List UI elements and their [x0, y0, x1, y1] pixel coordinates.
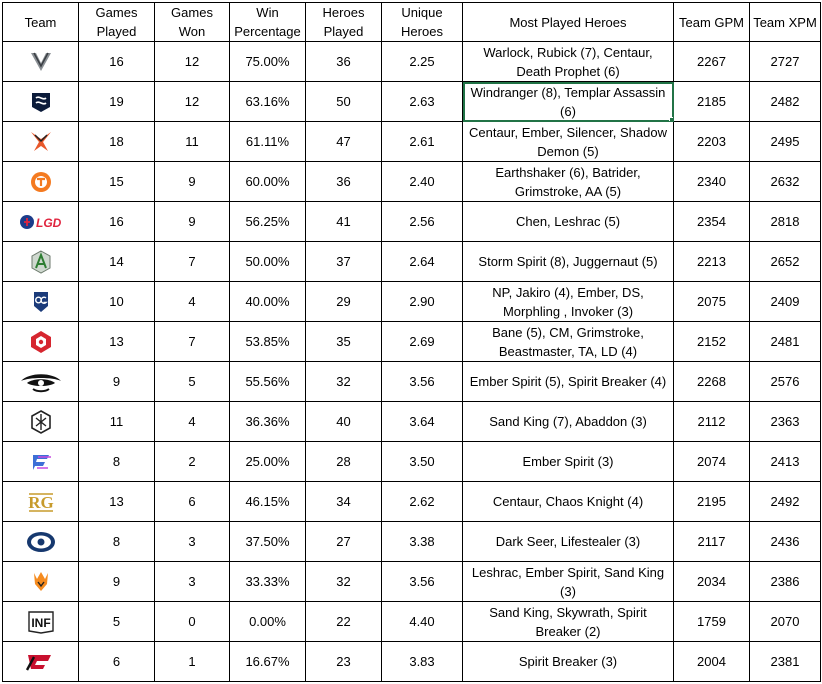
heroes-played-cell[interactable]: 32: [306, 562, 382, 602]
games-won-cell[interactable]: 1: [155, 642, 230, 682]
team-gpm-cell[interactable]: 2075: [674, 282, 750, 322]
team-xpm-cell[interactable]: 2632: [750, 162, 821, 202]
team-logo-cell[interactable]: [3, 322, 79, 362]
team-gpm-cell[interactable]: 2267: [674, 42, 750, 82]
unique-heroes-cell[interactable]: 3.56: [382, 362, 463, 402]
team-logo-cell[interactable]: [3, 442, 79, 482]
games-won-cell[interactable]: 12: [155, 42, 230, 82]
unique-heroes-cell[interactable]: 4.40: [382, 602, 463, 642]
games-played-cell[interactable]: 15: [79, 162, 155, 202]
unique-heroes-cell[interactable]: 3.50: [382, 442, 463, 482]
evil-geniuses-icon: [25, 529, 57, 555]
win-percentage-cell[interactable]: 0.00%: [230, 602, 306, 642]
og-icon: [28, 289, 54, 315]
unique-heroes-cell[interactable]: 3.83: [382, 642, 463, 682]
team-logo-cell[interactable]: [3, 482, 79, 522]
most-played-heroes-cell[interactable]: Leshrac, Ember Spirit, Sand King (3): [463, 562, 674, 602]
unique-heroes-cell[interactable]: 3.38: [382, 522, 463, 562]
header-xpm[interactable]: Team XPM: [750, 3, 821, 42]
team-xpm-cell[interactable]: 2818: [750, 202, 821, 242]
header-gpm[interactable]: Team GPM: [674, 3, 750, 42]
games-played-cell[interactable]: 16: [79, 202, 155, 242]
games-won-cell[interactable]: 5: [155, 362, 230, 402]
table-row: [3, 402, 821, 442]
fnatic-icon: [28, 569, 54, 595]
table-row: [3, 202, 821, 242]
unique-heroes-cell[interactable]: 2.64: [382, 242, 463, 282]
team-gpm-cell[interactable]: 2203: [674, 122, 750, 162]
most-played-heroes-cell[interactable]: Spirit Breaker (3): [463, 642, 674, 682]
heroes-played-cell[interactable]: 32: [306, 362, 382, 402]
win-percentage-cell[interactable]: 60.00%: [230, 162, 306, 202]
win-percentage-cell[interactable]: 56.25%: [230, 202, 306, 242]
win-percentage-cell[interactable]: 46.15%: [230, 482, 306, 522]
pain-gaming-icon: [25, 649, 57, 675]
team-xpm-cell[interactable]: 2409: [750, 282, 821, 322]
team-xpm-cell[interactable]: 2727: [750, 42, 821, 82]
unique-heroes-cell[interactable]: 2.25: [382, 42, 463, 82]
heroes-played-cell[interactable]: 37: [306, 242, 382, 282]
unique-heroes-cell[interactable]: 3.64: [382, 402, 463, 442]
header-row: [3, 3, 821, 42]
stats-table: [2, 2, 821, 682]
table-row: [3, 442, 821, 482]
win-percentage-cell[interactable]: 75.00%: [230, 42, 306, 82]
games-played-cell[interactable]: 8: [79, 522, 155, 562]
games-played-cell[interactable]: 5: [79, 602, 155, 642]
games-won-cell[interactable]: 4: [155, 282, 230, 322]
games-won-cell[interactable]: 6: [155, 482, 230, 522]
heroes-played-cell[interactable]: 27: [306, 522, 382, 562]
team-gpm-cell[interactable]: 2268: [674, 362, 750, 402]
table-row: [3, 482, 821, 522]
team-gpm-cell[interactable]: 2195: [674, 482, 750, 522]
team-gpm-cell[interactable]: 2117: [674, 522, 750, 562]
table-row: [3, 282, 821, 322]
win-percentage-cell[interactable]: 50.00%: [230, 242, 306, 282]
team-xpm-cell[interactable]: 2381: [750, 642, 821, 682]
win-percentage-cell[interactable]: 55.56%: [230, 362, 306, 402]
most-played-heroes-cell[interactable]: Warlock, Rubick (7), Centaur, Death Prophet (6): [463, 42, 674, 82]
heroes-played-cell[interactable]: 34: [306, 482, 382, 522]
games-played-cell[interactable]: 10: [79, 282, 155, 322]
games-played-cell[interactable]: 18: [79, 122, 155, 162]
win-percentage-cell[interactable]: 53.85%: [230, 322, 306, 362]
team-logo-cell[interactable]: [3, 162, 79, 202]
ninjas-in-pyjamas-icon: [28, 409, 54, 435]
tnc-icon: [28, 169, 54, 195]
heroes-played-cell[interactable]: 41: [306, 202, 382, 242]
team-xpm-cell[interactable]: 2481: [750, 322, 821, 362]
games-won-cell[interactable]: 4: [155, 402, 230, 442]
games-played-cell[interactable]: 13: [79, 482, 155, 522]
table-row: [3, 322, 821, 362]
most-played-heroes-cell[interactable]: Ember Spirit (3): [463, 442, 674, 482]
most-played-heroes-cell[interactable]: Earthshaker (6), Batrider, Grimstroke, AA (5): [463, 162, 674, 202]
header-most-played[interactable]: Most Played Heroes: [463, 3, 674, 42]
team-logo-cell[interactable]: [3, 402, 79, 442]
table-row: [3, 82, 821, 122]
team-logo-cell[interactable]: [3, 522, 79, 562]
games-played-cell[interactable]: 11: [79, 402, 155, 442]
team-xpm-cell[interactable]: 2436: [750, 522, 821, 562]
table-row: [3, 162, 821, 202]
games-won-cell[interactable]: 7: [155, 242, 230, 282]
win-percentage-cell[interactable]: 33.33%: [230, 562, 306, 602]
team-logo-cell[interactable]: [3, 122, 79, 162]
unique-heroes-cell[interactable]: 2.62: [382, 482, 463, 522]
table-row: [3, 242, 821, 282]
team-xpm-cell[interactable]: 2386: [750, 562, 821, 602]
infamous-icon: [25, 609, 57, 635]
games-won-cell[interactable]: 7: [155, 322, 230, 362]
table-row: [3, 122, 821, 162]
win-percentage-cell[interactable]: 37.50%: [230, 522, 306, 562]
team-xpm-cell[interactable]: 2363: [750, 402, 821, 442]
team-gpm-cell[interactable]: 2354: [674, 202, 750, 242]
team-logo-cell[interactable]: [3, 562, 79, 602]
heroes-played-cell[interactable]: 22: [306, 602, 382, 642]
heroes-played-cell[interactable]: 36: [306, 42, 382, 82]
team-logo-cell[interactable]: [3, 602, 79, 642]
unique-heroes-cell[interactable]: 2.61: [382, 122, 463, 162]
team-gpm-cell[interactable]: 2074: [674, 442, 750, 482]
header-games-played[interactable]: Games Played: [79, 3, 155, 42]
team-xpm-cell[interactable]: 2495: [750, 122, 821, 162]
table-row: [3, 642, 821, 682]
win-percentage-cell[interactable]: 40.00%: [230, 282, 306, 322]
games-played-cell[interactable]: 16: [79, 42, 155, 82]
games-won-cell[interactable]: 9: [155, 162, 230, 202]
games-played-cell[interactable]: 6: [79, 642, 155, 682]
team-logo-cell[interactable]: [3, 642, 79, 682]
psg-lgd-icon: [19, 209, 63, 235]
table-row: [3, 362, 821, 402]
heroes-played-cell[interactable]: 36: [306, 162, 382, 202]
most-played-heroes-cell[interactable]: Storm Spirit (8), Juggernaut (5): [463, 242, 674, 282]
games-played-cell[interactable]: 8: [79, 442, 155, 482]
team-gpm-cell[interactable]: 2004: [674, 642, 750, 682]
most-played-heroes-cell[interactable]: Centaur, Chaos Knight (4): [463, 482, 674, 522]
games-played-cell[interactable]: 9: [79, 362, 155, 402]
team-gpm-cell[interactable]: 2152: [674, 322, 750, 362]
team-logo-cell[interactable]: [3, 242, 79, 282]
virtus-pro-icon: [28, 49, 54, 75]
team-gpm-cell[interactable]: 2034: [674, 562, 750, 602]
team-xpm-cell[interactable]: 2070: [750, 602, 821, 642]
most-played-heroes-cell[interactable]: Dark Seer, Lifestealer (3): [463, 522, 674, 562]
games-won-cell[interactable]: 0: [155, 602, 230, 642]
forward-gaming-icon: [28, 449, 54, 475]
heroes-played-cell[interactable]: 35: [306, 322, 382, 362]
unique-heroes-cell[interactable]: 3.56: [382, 562, 463, 602]
header-games-won[interactable]: Games Won: [155, 3, 230, 42]
header-team[interactable]: Team: [3, 3, 79, 42]
games-won-cell[interactable]: 3: [155, 522, 230, 562]
games-played-cell[interactable]: 19: [79, 82, 155, 122]
header-win-percentage[interactable]: Win Percentage: [230, 3, 306, 42]
most-played-heroes-cell[interactable]: Chen, Leshrac (5): [463, 202, 674, 242]
win-percentage-cell[interactable]: 36.36%: [230, 402, 306, 442]
team-logo-cell[interactable]: [3, 82, 79, 122]
games-won-cell[interactable]: 3: [155, 562, 230, 602]
unique-heroes-cell[interactable]: 2.56: [382, 202, 463, 242]
most-played-heroes-cell[interactable]: Bane (5), CM, Grimstroke, Beastmaster, TA, LD (4): [463, 322, 674, 362]
games-won-cell[interactable]: 9: [155, 202, 230, 242]
team-logo-cell[interactable]: [3, 362, 79, 402]
table-row: [3, 602, 821, 642]
team-gpm-cell[interactable]: 2213: [674, 242, 750, 282]
team-gpm-cell[interactable]: 2112: [674, 402, 750, 442]
unique-heroes-cell[interactable]: 2.40: [382, 162, 463, 202]
header-unique-heroes[interactable]: Unique Heroes: [382, 3, 463, 42]
rng-icon: [25, 489, 57, 515]
table-row: [3, 522, 821, 562]
gambit-icon: [28, 329, 54, 355]
games-won-cell[interactable]: 11: [155, 122, 230, 162]
win-percentage-cell[interactable]: 61.11%: [230, 122, 306, 162]
win-percentage-cell[interactable]: 16.67%: [230, 642, 306, 682]
most-played-heroes-cell[interactable]: Sand King, Skywrath, Spirit Breaker (2): [463, 602, 674, 642]
unique-heroes-cell[interactable]: 2.63: [382, 82, 463, 122]
heroes-played-cell[interactable]: 23: [306, 642, 382, 682]
heroes-played-cell[interactable]: 47: [306, 122, 382, 162]
alliance-icon: [28, 249, 54, 275]
most-played-heroes-cell[interactable]: Sand King (7), Abaddon (3): [463, 402, 674, 442]
most-played-heroes-cell[interactable]: Windranger (8), Templar Assassin (6): [463, 82, 674, 122]
unique-heroes-cell[interactable]: 2.90: [382, 282, 463, 322]
team-secret-icon: [19, 369, 63, 395]
team-gpm-cell[interactable]: 2340: [674, 162, 750, 202]
table-row: [3, 562, 821, 602]
games-played-cell[interactable]: 9: [79, 562, 155, 602]
team-gpm-cell[interactable]: 1759: [674, 602, 750, 642]
team-xpm-cell[interactable]: 2492: [750, 482, 821, 522]
games-played-cell[interactable]: 13: [79, 322, 155, 362]
team-logo-cell[interactable]: [3, 42, 79, 82]
win-percentage-cell[interactable]: 63.16%: [230, 82, 306, 122]
most-played-heroes-cell[interactable]: NP, Jakiro (4), Ember, DS, Morphling , Invoker (3): [463, 282, 674, 322]
most-played-heroes-cell[interactable]: Centaur, Ember, Silencer, Shadow Demon (5): [463, 122, 674, 162]
virtus-pro-bear-icon: [28, 129, 54, 155]
team-xpm-cell[interactable]: 2482: [750, 82, 821, 122]
team-xpm-cell[interactable]: 2652: [750, 242, 821, 282]
team-xpm-cell[interactable]: 2576: [750, 362, 821, 402]
heroes-played-cell[interactable]: 50: [306, 82, 382, 122]
team-gpm-cell[interactable]: 2185: [674, 82, 750, 122]
team-logo-cell[interactable]: [3, 282, 79, 322]
win-percentage-cell[interactable]: 25.00%: [230, 442, 306, 482]
heroes-played-cell[interactable]: 29: [306, 282, 382, 322]
games-won-cell[interactable]: 12: [155, 82, 230, 122]
most-played-heroes-cell[interactable]: Ember Spirit (5), Spirit Breaker (4): [463, 362, 674, 402]
unique-heroes-cell[interactable]: 2.69: [382, 322, 463, 362]
games-won-cell[interactable]: 2: [155, 442, 230, 482]
heroes-played-cell[interactable]: 28: [306, 442, 382, 482]
team-liquid-icon: [28, 89, 54, 115]
header-heroes-played[interactable]: Heroes Played: [306, 3, 382, 42]
table-row: [3, 42, 821, 82]
games-played-cell[interactable]: 14: [79, 242, 155, 282]
team-logo-cell[interactable]: [3, 202, 79, 242]
heroes-played-cell[interactable]: 40: [306, 402, 382, 442]
team-xpm-cell[interactable]: 2413: [750, 442, 821, 482]
